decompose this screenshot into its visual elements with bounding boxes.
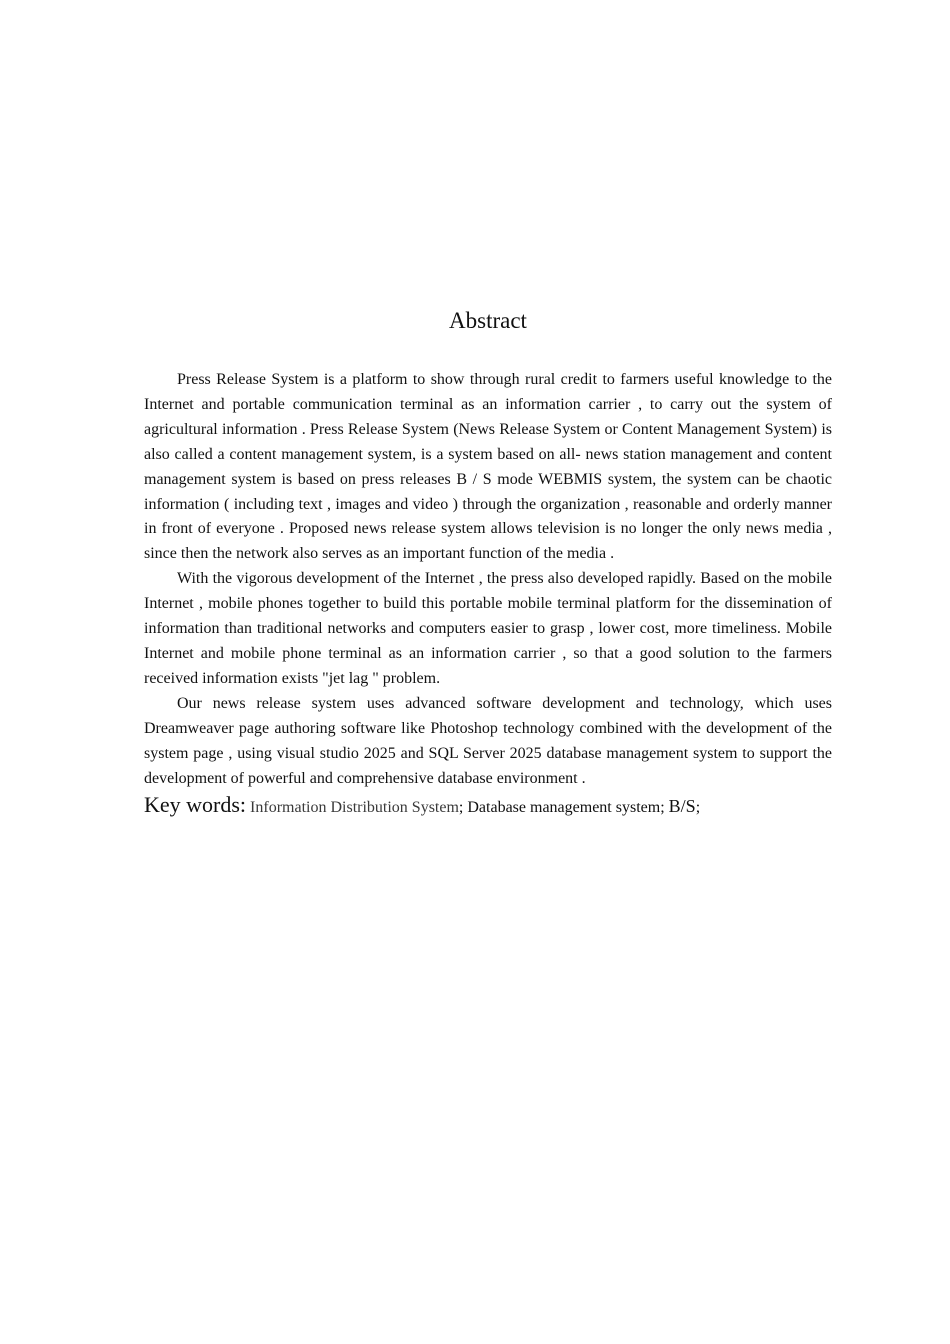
keyword-item: Database management system <box>467 799 661 817</box>
abstract-paragraph: With the vigorous development of the Internet , the press also developed rapidly. Based on the mobile Internet , mobile phones together to build this portable mobile terminal platform for the dissemination of information than traditional networks and computers easier to grasp , lower cost, more timeliness. Mobile Internet and mobile phone terminal as an information carrier , so that a good solution to the farmers received information exists "jet lag " problem. <box>144 570 832 687</box>
keyword-separator: ; <box>660 799 665 817</box>
keyword-separator: ; <box>458 799 464 817</box>
keywords-label: Key words: <box>144 792 247 818</box>
abstract-body <box>144 368 832 822</box>
keyword-item: Information Distribution System <box>250 799 459 817</box>
abstract-title: Abstract <box>449 308 527 333</box>
keyword-item: B/S <box>668 796 696 817</box>
abstract-paragraph: Our news release system uses advanced software development and technology, which uses Dreamweaver page authoring software like Photoshop technology combined with the development of the system page , using visual studio 2025 and SQL Server 2025 database management system to support the development of powerful and comprehensive database environment . <box>144 694 832 787</box>
keyword-separator: ; <box>695 799 701 817</box>
abstract-paragraph: Press Release System is a platform to show through rural credit to farmers useful knowledge to the Internet and portable communication terminal as an information carrier , to carry out the system of agricultural information . Press Release System (News Release System or Content Management System) is also called a content management system, is a system based on all- news station management and content management system is based on press releases B / S mode WEBMIS system, the system can be chaotic information ( including text , images and video ) through the organization , reasonable and orderly manner in front of everyone . Proposed news release system allows television is no longer the only news media , since then the network also serves as an important function of the media . <box>144 371 832 563</box>
keywords-line <box>144 791 832 822</box>
